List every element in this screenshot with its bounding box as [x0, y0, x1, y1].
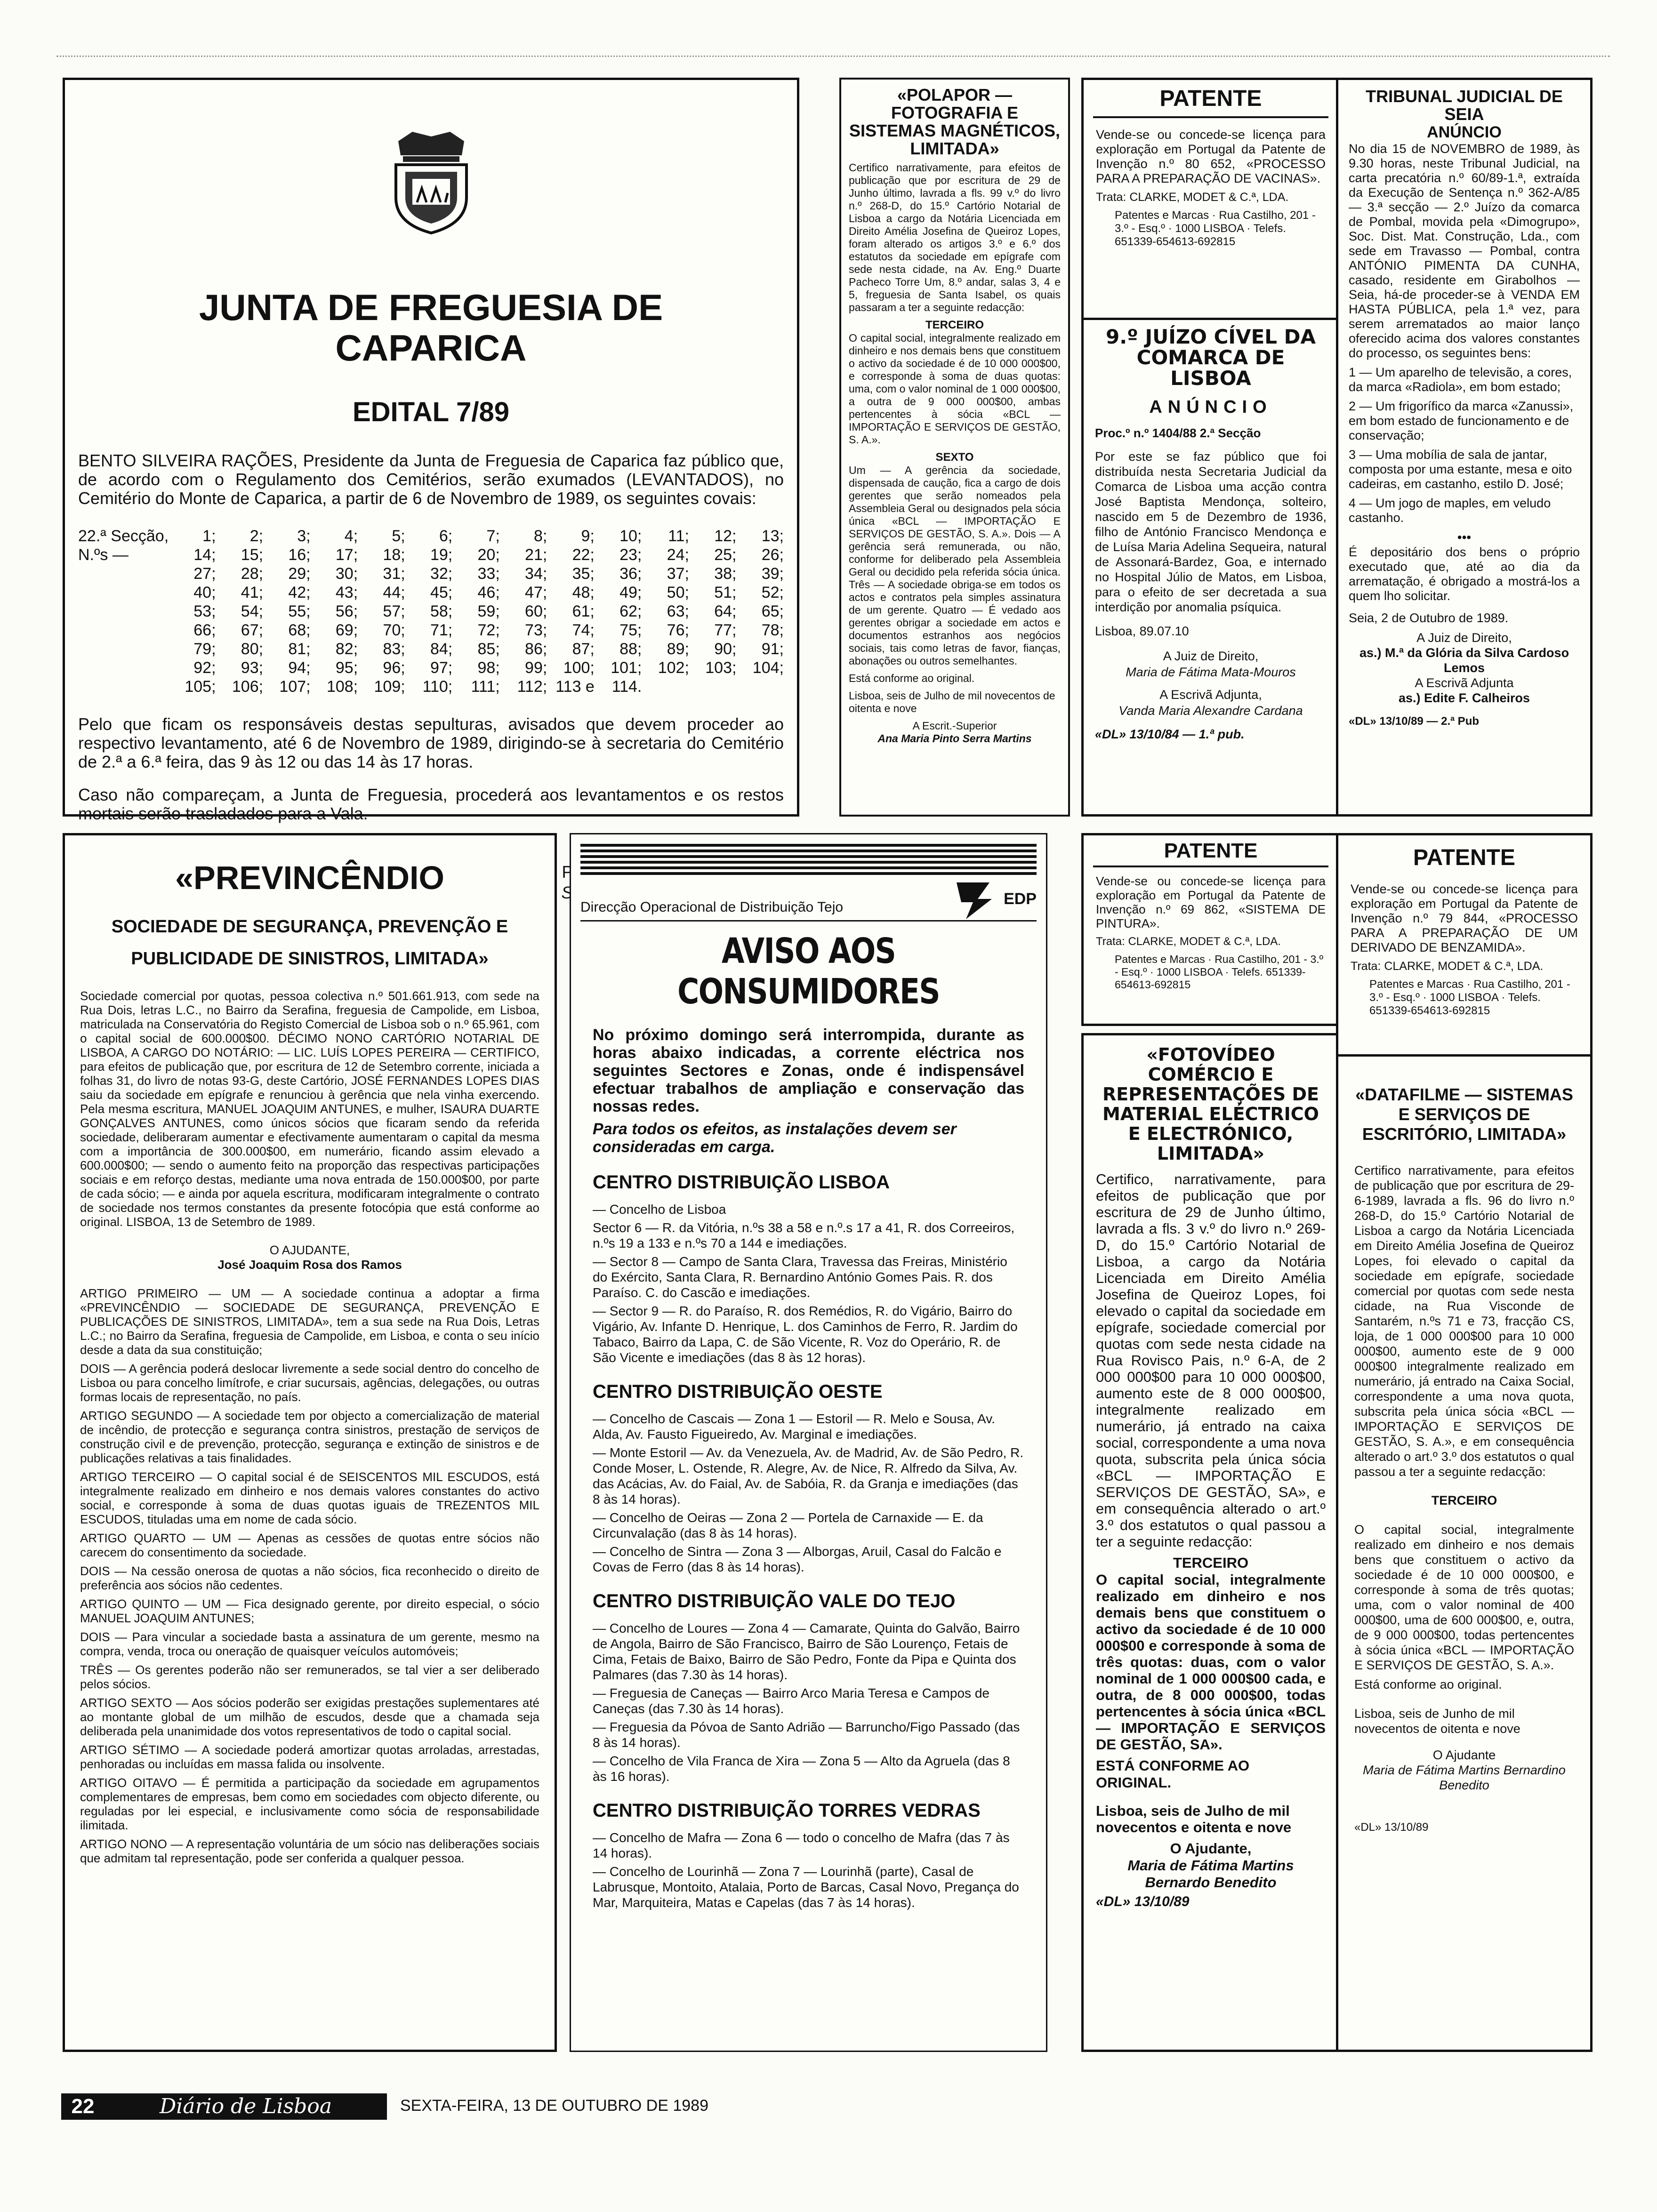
datafilme-date: Lisboa, seis de Junho de mil novecentos de oitenta e nove — [1354, 1707, 1520, 1736]
coval-number: 21; — [525, 546, 547, 564]
coval-number: 27; — [193, 565, 216, 583]
fotovideo-title: «FOTOVÍDEO COMÉRCIO E REPRESENTAÇÕES DE MATERIAL ELÉCTRICO E ELECTRÓNICO, LIMITADA» — [1102, 1044, 1319, 1164]
edp-section-list — [593, 1202, 1024, 1365]
junta-title: JUNTA DE FREGUESIA DE CAPARICA — [199, 287, 663, 369]
coval-number: 114. — [611, 678, 642, 696]
edp-zone-item: — Concelho de Sintra — Zona 3 — Alborgas, Aruil, Casal do Falcão e Covas de Ferro (das 8 às 14 horas). — [593, 1544, 1002, 1574]
polapor-signer-role: A Escrit.-Superior — [912, 720, 997, 732]
coval-number: 59; — [477, 602, 500, 620]
juizo-pub: «DL» 13/10/84 — 1.ª pub. — [1095, 727, 1245, 741]
edp-intro2: Para todos os efeitos, as instalações devem ser consideradas em carga. — [593, 1120, 957, 1156]
coval-number: 46; — [477, 584, 500, 601]
covais-list — [172, 527, 784, 696]
coval-number: 34; — [525, 565, 547, 583]
coval-number: 29; — [288, 565, 311, 583]
coval-number: 94; — [288, 659, 311, 677]
fotovideo-terceiro-heading: TERCEIRO — [1173, 1555, 1249, 1571]
coval-number: 42; — [288, 584, 311, 601]
patente-address: Patentes e Marcas · Rua Castilho, 201 - 3.º - Esq.º · 1000 LISBOA · Telefs. 651339-654613-692815 — [1115, 209, 1316, 248]
previncendio-article: ARTIGO SEGUNDO — A sociedade tem por objecto a comercialização de material de incêndio, de protecção e segurança contra sinistros, prestação de serviços de construção civil e de prevenção, protecção, segurança e extinção de sinistros e de publicações relativas a tais finalidades. — [80, 1409, 539, 1465]
edp-zone-item: — Concelho de Vila Franca de Xira — Zona 5 — Alto da Agruela (das 8 às 16 horas). — [593, 1754, 1010, 1784]
coval-number: 79; — [193, 640, 216, 658]
coval-number: 60; — [525, 602, 547, 620]
datafilme-pub: «DL» 13/10/89 — [1354, 1821, 1429, 1834]
coval-number: 62; — [619, 602, 642, 620]
edp-sections — [593, 1172, 1024, 1910]
polapor-sexto-heading: SEXTO — [935, 451, 974, 464]
coval-number: 56; — [335, 602, 358, 620]
coval-number: 22; — [572, 546, 595, 564]
coval-number: 91; — [761, 640, 784, 658]
coval-number: 96; — [383, 659, 405, 677]
top-dotted-rule — [56, 56, 1610, 57]
patente-title: PATENTE — [1093, 835, 1328, 867]
crest-icon — [379, 122, 483, 235]
previncendio-article: ARTIGO SEXTO — Aos sócios poderão ser exigidas prestações suplementares até ao montante global de um milhão de escudos, desde que a chamada seja deliberada pela unanimidade dos votos representativos de todo o capital social. — [80, 1696, 539, 1738]
coval-number: 104; — [752, 659, 784, 677]
coval-number: 15; — [241, 546, 264, 564]
patente-body: Vende-se ou concede-se licença para exploração em Portugal da Patente de Invenção n.º 79 844, «PROCESSO PARA A PREPARAÇÃO DE UM DERIVADO DE BENZAMIDA». — [1351, 882, 1578, 954]
coval-number: 9; — [581, 527, 595, 545]
seia-item: 1 — Um aparelho de televisão, a cores, da marca «Radiola», em bom estado; — [1349, 365, 1572, 394]
coval-number: 73; — [525, 621, 547, 639]
edp-intro: No próximo domingo será interrompida, durante as horas abaixo indicadas, a corrente eléctrica nos seguintes Sectores e Zonas, onde é indispensável efectuar trabalhos de ampliação e conservação das nossas redes. — [593, 1026, 1024, 1115]
seia-notice — [1336, 78, 1593, 817]
coval-number: 5; — [392, 527, 405, 545]
coval-number: 65; — [761, 602, 784, 620]
coval-number: 102; — [658, 659, 689, 677]
coval-number: 26; — [761, 546, 784, 564]
juizo-role-1: A Juiz de Direito, — [1163, 649, 1259, 663]
previncendio-article: ARTIGO SÉTIMO — A sociedade poderá amortizar quotas arroladas, arrestadas, penhoradas ou incluídas em massa falida ou insolvente. — [80, 1743, 539, 1771]
polapor-sexto: Um — A gerência da sociedade, dispensada de caução, fica a cargo de dois gerentes que serão nomeados pela Assembleia Geral ou designados pela sócia única «BCL — IMPORTAÇÃO E SERVIÇOS DE GESTÃO, S. A.». Dois — A gerência será remunerada, ou não, conforme for deliberado pela Assembleia Geral ou decidido pela referida sócia única. Três — A sociedade obriga-se em todos os actos e contratos pela simples assinatura de um gerente. Quatro — É vedado aos gerentes obrigar a sociedade em actos e documentos estranhos aos negócios sociais, tais como letras de favor, fianças, abonações ou outros semelhantes. — [849, 464, 1061, 667]
coval-number: 38; — [714, 565, 737, 583]
seia-dots: ••• — [1457, 530, 1472, 545]
edital-number: EDITAL 7/89 — [352, 397, 510, 427]
coval-number: 108; — [326, 678, 358, 696]
coval-number: 23; — [619, 546, 642, 564]
junta-para3: Caso não compareçam, a Junta de Freguesia, procederá aos levantamentos e os restos mortais serão trasladados para a Vala. — [78, 785, 784, 823]
edp-zone-item: — Sector 8 — Campo de Santa Clara, Travessa das Freiras, Ministério do Exército, Santa Clara, R. Bernardino António Gomes Pais. R. dos Paraíso. C. do Cascão e imediações. — [593, 1254, 1007, 1300]
seia-anuncio: ANÚNCIO — [1427, 123, 1502, 141]
datafilme-terceiro: O capital social, integralmente realizado em dinheiro e nos demais bens que constituem o activo da sociedade é de 10 000 000$00, e corresponde à soma de três quotas; uma, com o valor nominal de 400 000$00, uma de 600 000$00, e, outra, de 9 000 000$00, todas pertencentes à sócia única «BCL — IMPORTAÇÃO E SERVIÇOS DE GESTÃO, S. A.». — [1354, 1523, 1574, 1672]
seia-item: 3 — Uma mobília de sala de jantar, composta por uma estante, mesa e oito cadeiras, em castanho, estilo D. José; — [1349, 448, 1572, 491]
edp-zone-item: — Concelho de Mafra — Zona 6 — todo o concelho de Mafra (das 7 às 14 horas). — [593, 1830, 1010, 1860]
coval-number: 58; — [430, 602, 453, 620]
coval-number: 52; — [761, 584, 784, 601]
seia-role-1: A Juiz de Direito, — [1416, 631, 1512, 645]
coval-number: 78; — [761, 621, 784, 639]
coval-number: 14; — [193, 546, 216, 564]
coval-number: 109; — [374, 678, 405, 696]
coval-number: 81; — [288, 640, 311, 658]
datafilme-role: O Ajudante — [1432, 1748, 1496, 1762]
seia-items — [1349, 365, 1580, 525]
coval-number: 67; — [241, 621, 264, 639]
datafilme-terceiro-heading: TERCEIRO — [1431, 1493, 1497, 1507]
coval-number: 87; — [572, 640, 595, 658]
datafilme-name: Maria de Fátima Martins Bernardino Benedito — [1363, 1763, 1566, 1792]
seia-title: TRIBUNAL JUDICIAL DE SEIA — [1366, 87, 1563, 124]
coval-number: 55; — [288, 602, 311, 620]
coval-number: 86; — [525, 640, 547, 658]
seia-date: Seia, 2 de Outubro de 1989. — [1349, 611, 1509, 625]
junta-edital-notice — [63, 78, 799, 823]
fotovideo-body: Certifico, narrativamente, para efeitos de publicação que por escritura de 29 de Junho último, lavrada a fls. 3 v.º do livro n.º 269-D, do 15.º Cartório Notarial de Lisboa, a cargo da Notária Licenciada em Direito Amélia Josefina de Queiroz Lopes, foi elevado o capital da sociedade em epígrafe, sociedade comercial por quotas com sede nesta cidade na Rua Rovisco Pais, n.º 6-A, de 2 000 000$00 para 10 000 000$00, aumento este de 8 000 000$00, integralmente realizado em numerário, já entrado na caixa social, correspondente a uma nova quota, subscrita pela única sócia «BCL — IMPORTAÇÃO E SERVIÇOS DE GESTÃO, SA», e em consequência alterado o art.º 3.º dos estatutos o qual passou a ter a seguinte redacção: — [1096, 1171, 1326, 1550]
coval-number: 37; — [667, 565, 689, 583]
patente-body: Vende-se ou concede-se licença para exploração em Portugal da Patente de Invenção n.º 69 862, «SISTEMA DE PINTURA». — [1096, 874, 1326, 930]
previncendio-articles — [80, 1286, 539, 1865]
coval-number: 25; — [714, 546, 737, 564]
junta-para2: Pelo que ficam os responsáveis destas sepulturas, avisados que devem proceder ao respectivo levantamento, até 6 de Novembro de 1989, dirigindo-se à secretaria do Cemitério de 2.ª a 6.ª feira, das 9 às 12 ou das 14 às 17 horas. — [78, 714, 784, 771]
coval-number: 95; — [335, 659, 358, 677]
coval-number: 16; — [288, 546, 311, 564]
edp-zone-item: — Sector 9 — R. do Paraíso, R. dos Remédios, R. do Vigário, Bairro do Vigário, Av. Infante D. Henrique, L. dos Caminhos de Ferro, R. Jardim do Tabaco, Bairro da Lapa, C. de São Vicente, R. Voz do Operário, R. de São Vicente e imediações (das 8 às 12 horas). — [593, 1304, 1018, 1365]
polapor-terceiro: O capital social, integralmente realizado em dinheiro e nos demais bens que constituem o activo da sociedade é de 10 000 000$00, e corresponde à soma de duas quotas: uma, com o valor nominal de 1 000 000$00, a outra de 9 000 000$00, ambas pertencentes à sócia «BCL — IMPORTAÇÃO E SERVIÇOS DE GESTÃO, S. A.». — [849, 332, 1061, 446]
juizo-title: 9.º JUÍZO CÍVEL DA COMARCA DE LISBOA — [1105, 325, 1316, 390]
polapor-terceiro-heading: TERCEIRO — [925, 319, 984, 331]
edp-section-heading: CENTRO DISTRIBUIÇÃO TORRES VEDRAS — [593, 1800, 981, 1821]
coval-number: 54; — [241, 602, 264, 620]
coval-number: 106; — [232, 678, 264, 696]
fotovideo-terceiro: O capital social, integralmente realizado em dinheiro e nos demais bens que constituem o activo da sociedade é de 10 000 000$00 e corresponde à soma de três quotas: duas, com o valor nominal de 1 000 000$00 cada, e outra, de 8 000 000$00, todas pertencentes à sócia única «BCL — IMPORTAÇÃO E SERVIÇOS DE GESTÃO, SA». — [1096, 1571, 1326, 1753]
coval-number: 32; — [430, 565, 453, 583]
previncendio-article: ARTIGO OITAVO — É permitida a participação da sociedade em agrupamentos complementares de empresas, bem como em sociedades com objecto diferente, ou reguladas por lei especial, e inclusivamente como sócia de responsabilidade ilimitada. — [80, 1776, 539, 1832]
juizo-anuncio: ANÚNCIO — [1149, 397, 1272, 417]
seia-name-1: as.) M.ª da Glória da Silva Cardoso Lemos — [1359, 646, 1569, 675]
edp-section-list — [593, 1411, 1024, 1575]
patente-title: PATENTE — [1093, 80, 1328, 118]
datafilme-title: «DATAFILME — SISTEMAS E SERVIÇOS DE ESCRITÓRIO, LIMITADA» — [1355, 1085, 1573, 1144]
previncendio-article: ARTIGO QUINTO — UM — Fica designado gerente, por direito especial, o sócio MANUEL JOAQUIM ANTUNES; — [80, 1597, 539, 1625]
coval-number: 69; — [335, 621, 358, 639]
polapor-notice — [839, 78, 1070, 817]
coval-number: 107; — [279, 678, 311, 696]
coval-number: 35; — [572, 565, 595, 583]
coval-number: 47; — [525, 584, 547, 601]
coval-number: 84; — [430, 640, 453, 658]
coval-number: 101; — [611, 659, 642, 677]
coval-number: 76; — [667, 621, 689, 639]
juizo-name-1: Maria de Fátima Mata-Mouros — [1126, 665, 1296, 679]
coval-number: 72; — [477, 621, 500, 639]
coval-number: 53; — [193, 602, 216, 620]
juizo-notice — [1081, 318, 1340, 817]
coval-number: 61; — [572, 602, 595, 620]
datafilme-body: Certifico narrativamente, para efeitos de publicação que por escritura de 29-6-1989, lavrada a fls. 96 do livro n.º 268-D, do 15.º Cartório Notarial de Lisboa a cargo da Notária Licenciada em Direito Amélia Josefina de Queiroz Lopes, foi elevado o capital da sociedade em epígrafe, sociedade comercial por quotas com sede nesta cidade, na Rua Visconde de Santarém, n.ºs 71 e 73, fracção CS, loja, de 1 000 000$00 para 10 000 000$00, aumento este de 9 000 000$00 integralmente realizado em numerário, já entrado na Caixa Social, correspondente a uma nova quota, subscrita pela única sócia «BCL — IMPORTAÇÃO E SERVIÇOS DE GESTÃO, S. A.», e em consequência alterado o art.º 3.º dos estatutos o qual passou a ter a seguinte redacção: — [1354, 1163, 1574, 1479]
previncendio-article: DOIS — Na cessão onerosa de quotas a não sócios, fica reconhecido o direito de preferência aos sócios não cedentes. — [80, 1564, 539, 1592]
coval-number: 6; — [439, 527, 453, 545]
coval-number: 111; — [471, 678, 500, 696]
edp-logo-text: EDP — [1004, 890, 1037, 908]
seia-body: No dia 15 de NOVEMBRO de 1989, às 9.30 horas, neste Tribunal Judicial, na carta precatória n.º 60/89-1.ª, extraída da Execução de Sentença n.º 362-A/85 — 3.ª secção — 2.º Juízo da comarca de Pombal, movida pela «Dimogrupo», Soc. Dist. Mat. Construção, Lda., com sede em Travasso — Pombal, contra ANTÓNIO PIMENTA DA CUNHA, casado, residente em Girabolhos — Seia, há-de proceder-se à VENDA EM HASTA PÚBLICA, pela 1.ª vez, para serem arrematados ao maior lanço oferecido acima dos valores constantes do processo, os seguintes bens: — [1349, 142, 1580, 360]
coval-number: 8; — [533, 527, 547, 545]
polapor-date: Lisboa, seis de Julho de mil novecentos de oitenta e nove — [849, 689, 1055, 714]
coval-number: 28; — [241, 565, 264, 583]
coval-number: 112; — [517, 678, 547, 696]
datafilme-notice — [1336, 1054, 1593, 2052]
previncendio-notice — [63, 833, 557, 2052]
section-label: 22.ª Secção, N.ºs — — [78, 527, 169, 564]
edp-section-heading: CENTRO DISTRIBUIÇÃO VALE DO TEJO — [593, 1591, 956, 1611]
seia-item: 4 — Um jogo de maples, em veludo castanho. — [1349, 496, 1551, 525]
coval-number: 17; — [335, 546, 358, 564]
polapor-conforme: Está conforme ao original. — [849, 672, 975, 684]
coval-number: 2; — [249, 527, 264, 545]
coval-number: 1; — [202, 527, 216, 545]
patente-notice-1 — [1081, 78, 1340, 341]
edp-zone-item: — Concelho de Oeiras — Zona 2 — Portela de Carnaxide — E. da Circunvalação (das 8 às 14 horas). — [593, 1510, 983, 1540]
coval-number: 74; — [572, 621, 595, 639]
coval-number: 77; — [714, 621, 737, 639]
juizo-body: Por este se faz público que foi distribuída nesta Secretaria Judicial da Comarca de Lisboa uma acção contra José Baptista Mendonça, solteiro, nascido em 5 de Dezembro de 1936, filho de António Francisco Mendonça e de Luísa Maria Adelina Sequeira, natural de Assonará-Bardez, Goa, e internado no Hospital Júlio de Matos, em Lisboa, para o efeito de ser decretada a sua interdição por anomalia psíquica. — [1095, 449, 1327, 614]
edp-section-heading: CENTRO DISTRIBUIÇÃO OESTE — [593, 1381, 883, 1402]
fotovideo-name: Maria de Fátima Martins Bernardo Benedito — [1127, 1857, 1294, 1891]
fotovideo-date: Lisboa, seis de Julho de mil novecentos e oitenta e nove — [1096, 1803, 1292, 1835]
coval-number: 40; — [193, 584, 216, 601]
juizo-name-2: Vanda Maria Alexandre Cardana — [1118, 704, 1303, 718]
edp-zone-item: Sector 6 — R. da Vitória, n.ºs 38 a 58 e n.º.s 17 a 41, R. dos Correeiros, n.ºs 19 a 133 e n.ºs 70 a 144 e imediações. — [593, 1220, 1015, 1250]
seia-role-2: A Escrivã Adjunta — [1415, 676, 1514, 690]
coval-number: 12; — [714, 527, 737, 545]
previncendio-title: «PREVINCÊNDIO — [175, 859, 444, 896]
coval-number: 63; — [667, 602, 689, 620]
juizo-proc: Proc.º n.º 1404/88 2.ª Secção — [1095, 426, 1261, 440]
edp-section-heading: CENTRO DISTRIBUIÇÃO LISBOA — [593, 1172, 890, 1193]
coval-number: 20; — [477, 546, 500, 564]
page-number: 22 — [61, 2093, 105, 2120]
coval-number: 13; — [761, 527, 784, 545]
coval-number: 11; — [668, 527, 689, 545]
junta-intro: BENTO SILVEIRA RAÇÕES, Presidente da Junta de Freguesia de Caparica faz público que, de acordo com o Regulamento dos Cemitérios, serão exumados (LEVANTADOS), no Cemitério do Monte de Caparica, a partir de 6 de Novembro de 1989, os seguintes covais: — [78, 451, 784, 508]
seia-depositario: É depositário dos bens o próprio executado que, até ao dia da arrematação, é obrigado a mostrá-los a quem lho solicitar. — [1349, 545, 1580, 603]
coval-number: 113 e — [555, 678, 595, 696]
edp-zone-item: — Freguesia de Caneças — Bairro Arco Maria Teresa e Campos de Caneças (das 7.30 às 14 horas). — [593, 1686, 989, 1716]
previncendio-ajudante-role: O AJUDANTE, — [269, 1243, 350, 1257]
coval-number: 3; — [297, 527, 311, 545]
patente-trata: Trata: CLARKE, MODET & C.ª, LDA. — [1096, 191, 1289, 204]
patente-body: Vende-se ou concede-se licença para exploração em Portugal da Patente de Invenção n.º 80 652, «PROCESSO PARA A PREPARAÇÃO DE VACINAS». — [1096, 128, 1326, 185]
edp-zone-item: — Concelho de Loures — Zona 4 — Camarate, Quinta do Galvão, Bairro de Angola, Bairro de São Francisco, Bairro de São Lourenço, Fetais de Cima, Fetais de Baixo, Bairro de São Pedro, Fonte da Pipa e Quinta dos Palmares (das 7.30 às 14 horas). — [593, 1621, 1020, 1682]
previncendio-article: ARTIGO TERCEIRO — O capital social é de SEISCENTOS MIL ESCUDOS, está integralmente realizado em dinheiro e nos demais valores constantes do activo social, e corresponde à soma de duas quotas iguais de TREZENTOS MIL ESCUDOS, tituladas uma em nome de cada sócio. — [80, 1470, 539, 1526]
coval-number: 39; — [761, 565, 784, 583]
juizo-date: Lisboa, 89.07.10 — [1095, 624, 1189, 638]
fotovideo-pub: «DL» 13/10/89 — [1096, 1894, 1190, 1909]
coval-number: 103; — [705, 659, 737, 677]
patente-notice-2 — [1081, 833, 1340, 1026]
coval-number: 18; — [383, 546, 405, 564]
coval-number: 100; — [563, 659, 595, 677]
coval-number: 80; — [241, 640, 264, 658]
coval-number: 4; — [344, 527, 358, 545]
coval-number: 85; — [477, 640, 500, 658]
coval-number: 43; — [335, 584, 358, 601]
masthead: Diário de Lisboa — [105, 2093, 387, 2120]
edp-header: Direcção Operacional de Distribuição Tejo — [580, 899, 844, 915]
fotovideo-notice — [1081, 1033, 1340, 2052]
patente-trata: Trata: CLARKE, MODET & C.ª, LDA. — [1096, 935, 1281, 948]
polapor-signer-name: Ana Maria Pinto Serra Martins — [877, 732, 1032, 745]
coval-number: 93; — [241, 659, 264, 677]
coval-number: 90; — [714, 640, 737, 658]
coval-number: 70; — [383, 621, 405, 639]
previncendio-subtitle: SOCIEDADE DE SEGURANÇA, PREVENÇÃO E PUBLICIDADE DE SINISTROS, LIMITADA» — [111, 917, 508, 969]
coval-number: 30; — [335, 565, 358, 583]
previncendio-article: ARTIGO NONO — A representação voluntária de um sócio nas deliberações sociais que admitam tal representação, pode ser conferida a qualquer pessoa. — [80, 1837, 539, 1865]
polapor-title: «POLAPOR — FOTOGRAFIA E SISTEMAS MAGNÉTICOS, LIMITADA» — [849, 85, 1061, 158]
previncendio-body: Sociedade comercial por quotas, pessoa colectiva n.º 501.661.913, com sede na Rua Dois, letras L.C., no Bairro da Serafina, freguesia de Campolide, em Lisboa, matriculada na Conservatória do Registo Comercial de Lisboa sob o n.º 65.961, com o capital social de 600.000$00. DÉCIMO NONO CARTÓRIO NOTARIAL DE LISBOA, A CARGO DO NOTÁRIO: — LIC. LUÍS LOPES PEREIRA — CERTIFICO, para efeitos de publicação que, por escritura de 12 de Setembro corrente, iniciada a folhas 31, do livro de notas 93-G, deste Cartório, JOSÉ FERNANDES LOPES DIAS saiu da sociedade em epígrafe e renunciou à gerência que nela vinha exercendo. Pela mesma escritura, MANUEL JOAQUIM ANTUNES, e mulher, ISAURA DUARTE GONÇALVES ANTUNES, como únicos sócios que ficaram sendo da referida sociedade, deliberaram aumentar e efectivamente aumentaram o capital da mesma com a importância de 300.000$00, em numerário, ficando assim elevado a 600.000$00; — sendo o aumento feito na proporção das respectivas participações sociais e em reforço destas, mediante uma nova entrada de 150.000$00, por parte de cada sócio; — e ainda por aquela escritura, modificaram integralmente o contrato de sociedade nos termos constantes da presente fotocópia que está conforme ao original. LISBOA, 13 de Setembro de 1989. — [80, 989, 539, 1229]
patente-title: PATENTE — [1413, 845, 1515, 870]
fotovideo-role: O Ajudante, — [1170, 1840, 1252, 1857]
seia-pub: «DL» 13/10/89 — 2.ª Pub — [1349, 715, 1480, 728]
coval-number: 75; — [619, 621, 642, 639]
coval-number: 82; — [335, 640, 358, 658]
coval-number: 68; — [288, 621, 311, 639]
coval-number: 92; — [193, 659, 216, 677]
coval-number: 99; — [525, 659, 547, 677]
coval-number: 51; — [714, 584, 737, 601]
coval-number: 24; — [667, 546, 689, 564]
edp-logo-icon — [952, 878, 1004, 920]
coval-number: 44; — [383, 584, 405, 601]
fotovideo-conforme: ESTÁ CONFORME AO ORIGINAL. — [1096, 1757, 1250, 1791]
coval-number: 50; — [667, 584, 689, 601]
coval-number: 89; — [667, 640, 689, 658]
edp-zone-item: — Concelho de Cascais — Zona 1 — Estoril — R. Melo e Sousa, Av. Alda, Av. Fausto Figueiredo, Av. Marginal e imediações. — [593, 1411, 995, 1442]
coval-number: 105; — [185, 678, 216, 696]
previncendio-article: DOIS — Para vincular a sociedade basta a assinatura de um gerente, mesmo na compra, venda, troca ou oneração de quaisquer veículos automóveis; — [80, 1630, 539, 1658]
coval-number: 48; — [572, 584, 595, 601]
coval-number: 31; — [383, 565, 405, 583]
polapor-body: Certifico narrativamente, para efeitos de publicação que por escritura de 29 de Junho último, lavrada a fls. 99 v.º do livro n.º 268-D, do 15.º Cartório Notarial de Lisboa a cargo da Notária Licenciada em Direito Amélia Josefina de Queiroz Lopes, foram alterado os artigos 3.º e 6.º dos estatutos da sociedade em epígrafe com sede nesta cidade, na Av. Eng.º Duarte Pacheco Torre Um, 8.º andar, salas 3, 4 e 5, freguesia de Santa Isabel, os quais passaram a ter a seguinte redacção: — [849, 161, 1061, 313]
coval-number: 66; — [193, 621, 216, 639]
juizo-role-2: A Escrivã Adjunta, — [1159, 688, 1262, 702]
coval-number: 41; — [241, 584, 264, 601]
patente-address: Patentes e Marcas · Rua Castilho, 201 - 3.º - Esq.º · 1000 LISBOA · Telefs. 651339-654613-692815 — [1115, 953, 1324, 991]
coval-number: 88; — [619, 640, 642, 658]
edp-zone-item: — Monte Estoril — Av. da Venezuela, Av. de Madrid, Av. de São Pedro, R. Conde Moser, L. Ostende, R. Alegre, Av. de Nice, R. Alfredo da Silva, Av. das Acácias, Av. do Faial, Av. de Sabóia, R. da Granja e imediações (das 8 às 14 horas). — [593, 1445, 1024, 1507]
previncendio-article: DOIS — A gerência poderá deslocar livremente a sede social dentro do concelho de Lisboa ou para concelho limítrofe, e criar sucursais, agências, delegações, ou outras formas locais de representação, no país. — [80, 1362, 539, 1404]
edp-section-list — [593, 1830, 1024, 1910]
seia-name-2: as.) Edite F. Calheiros — [1398, 691, 1530, 705]
seia-item: 2 — Um frigorífico da marca «Zanussi», em bom estado de funcionamento e de conservação; — [1349, 399, 1574, 442]
coval-number: 57; — [383, 602, 405, 620]
coval-number: 64; — [714, 602, 737, 620]
coval-number: 19; — [430, 546, 453, 564]
aviso-title: AVISO AOS CONSUMIDORES — [677, 931, 940, 1012]
coval-number: 110; — [422, 678, 453, 696]
previncendio-article: TRÊS — Os gerentes poderão não ser remunerados, se tal vier a ser deliberado pelos sócios. — [80, 1663, 539, 1691]
coval-number: 83; — [383, 640, 405, 658]
previncendio-article: ARTIGO PRIMEIRO — UM — A sociedade continua a adoptar a firma «PREVINCÊNDIO — SOCIEDADE DE SEGURANÇA, PREVENÇÃO E PUBLICAÇÕES DE SINISTROS, LIMITADA», tem a sua sede na Rua Dois, Letras L.C.; no Bairro da Serafina, freguesia de Campolide, em Lisboa, e conta o seu início desde a data da sua constituição; — [80, 1286, 539, 1357]
coval-number: 45; — [430, 584, 453, 601]
patente-trata: Trata: CLARKE, MODET & C.ª, LDA. — [1351, 960, 1544, 973]
patente-address: Patentes e Marcas · Rua Castilho, 201 - 3.º - Esq.º · 1000 LISBOA · Telefs. 651339-654613-692815 — [1369, 978, 1570, 1017]
datafilme-conforme: Está conforme ao original. — [1354, 1677, 1502, 1691]
issue-date: SEXTA-FEIRA, 13 DE OUTUBRO DE 1989 — [400, 2097, 708, 2115]
edp-zone-item: — Concelho de Lourinhã — Zona 7 — Lourinhã (parte), Casal de Labrusque, Montoito, Atalaia, Porto de Barcas, Casal Novo, Pregança do Mar, Marquiteira, Matas e Capelas (das 7 às 14 horas). — [593, 1864, 1019, 1910]
previncendio-article: ARTIGO QUARTO — UM — Apenas as cessões de quotas entre sócios não carecem do consentimento da sociedade. — [80, 1531, 539, 1559]
edp-stripe-band — [580, 844, 1037, 878]
previncendio-ajudante-name: José Joaquim Rosa dos Ramos — [217, 1258, 402, 1272]
coval-number: 36; — [619, 565, 642, 583]
coval-number: 49; — [619, 584, 642, 601]
coval-number: 7; — [486, 527, 500, 545]
edp-section-list — [593, 1620, 1024, 1784]
coval-number: 10; — [619, 527, 642, 545]
coval-number: 33; — [477, 565, 500, 583]
coval-number: 71; — [430, 621, 453, 639]
edp-zone-item: — Concelho de Lisboa — [593, 1202, 726, 1217]
edp-zone-item: — Freguesia da Póvoa de Santo Adrião — Barruncho/Figo Passado (das 8 às 14 horas). — [593, 1720, 1020, 1750]
coval-number: 98; — [477, 659, 500, 677]
coval-number: 97; — [430, 659, 453, 677]
edp-notice — [570, 833, 1047, 2052]
